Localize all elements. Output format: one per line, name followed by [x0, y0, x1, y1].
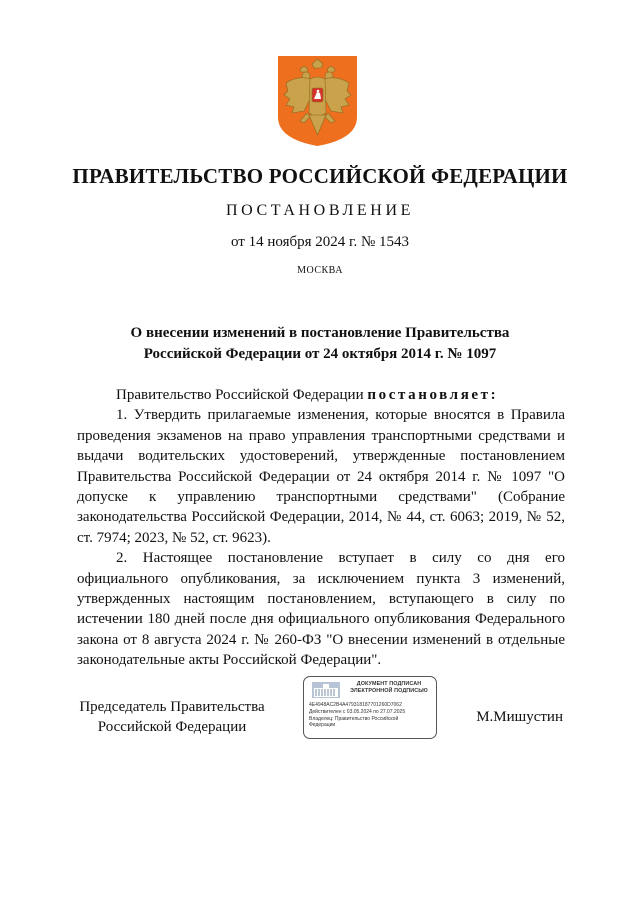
- document-subject: [80, 323, 560, 365]
- signer-position-line-1: Председатель Правительства: [79, 699, 265, 715]
- electronic-signature-stamp: [303, 676, 437, 739]
- stamp-title-line-2: ЭЛЕКТРОННОЙ ПОДПИСЬЮ: [350, 688, 428, 694]
- document-body: [77, 385, 565, 671]
- stamp-title-line-1: ДОКУМЕНТ ПОДПИСАН: [356, 681, 422, 687]
- signer-position-line-2: Российской Федерации: [97, 719, 247, 735]
- document-city: МОСКВА: [297, 265, 343, 276]
- preamble-paragraph: [77, 385, 565, 405]
- stamp-validity: Действителен с 03.05.2024 по 27.07.2025: [309, 709, 406, 715]
- stamp-owner-line-1: Владелец: Правительство Российской: [309, 716, 399, 722]
- document-date-number: от 14 ноября 2024 г. № 1543: [230, 234, 410, 250]
- document-type: ПОСТАНОВЛЕНИЕ: [226, 202, 414, 219]
- preamble-text: Правительство Российской Федерации: [116, 387, 364, 403]
- government-title: ПРАВИТЕЛЬСТВО РОССИЙСКОЙ ФЕДЕРАЦИИ: [72, 164, 568, 188]
- subject-line-1: О внесении изменений в постановление Правительства: [130, 325, 510, 341]
- coat-of-arms-icon: [276, 55, 359, 147]
- government-building-icon: [311, 681, 341, 699]
- subject-line-2: Российской Федерации от 24 октября 2014 г. № 1097: [143, 346, 497, 362]
- stamp-title: [344, 681, 434, 695]
- stamp-serial: 4E4948AC2B4A479318187701260D7062: [309, 702, 402, 708]
- decree-word: постановляет:: [367, 387, 499, 403]
- stamp-owner-line-2: Федерации: [309, 722, 336, 728]
- signer-name: М.Мишустин: [476, 709, 563, 725]
- paragraph-2: 2. Настоящее постановление вступает в силу со дня его официального опубликования, за исключением пункта 3 изменений, утвержденных настоящим постановлением, вступающего в силу по истечении 180 дней после дня официального опубликования Федерального закона от 8 августа 2024 г. № 260-ФЗ "О внесении изменений в отдельные законодательные акты Российской Федерации".: [77, 550, 565, 669]
- paragraph-1: 1. Утвердить прилагаемые изменения, которые вносятся в Правила проведения экзаменов на право управления транспортными средствами и выдачи водительских удостоверений, утвержденные постановлением Правительства Российской Федерации от 24 октября 2014 г. № 1097 "О допуске к управлению транспортными средствами" (Собрание законодательства Российской Федерации, 2014, № 44, ст. 6063; 2019, № 52, ст. 7974; 2023, № 52, ст. 9623).: [77, 407, 565, 546]
- signer-position: [77, 697, 267, 737]
